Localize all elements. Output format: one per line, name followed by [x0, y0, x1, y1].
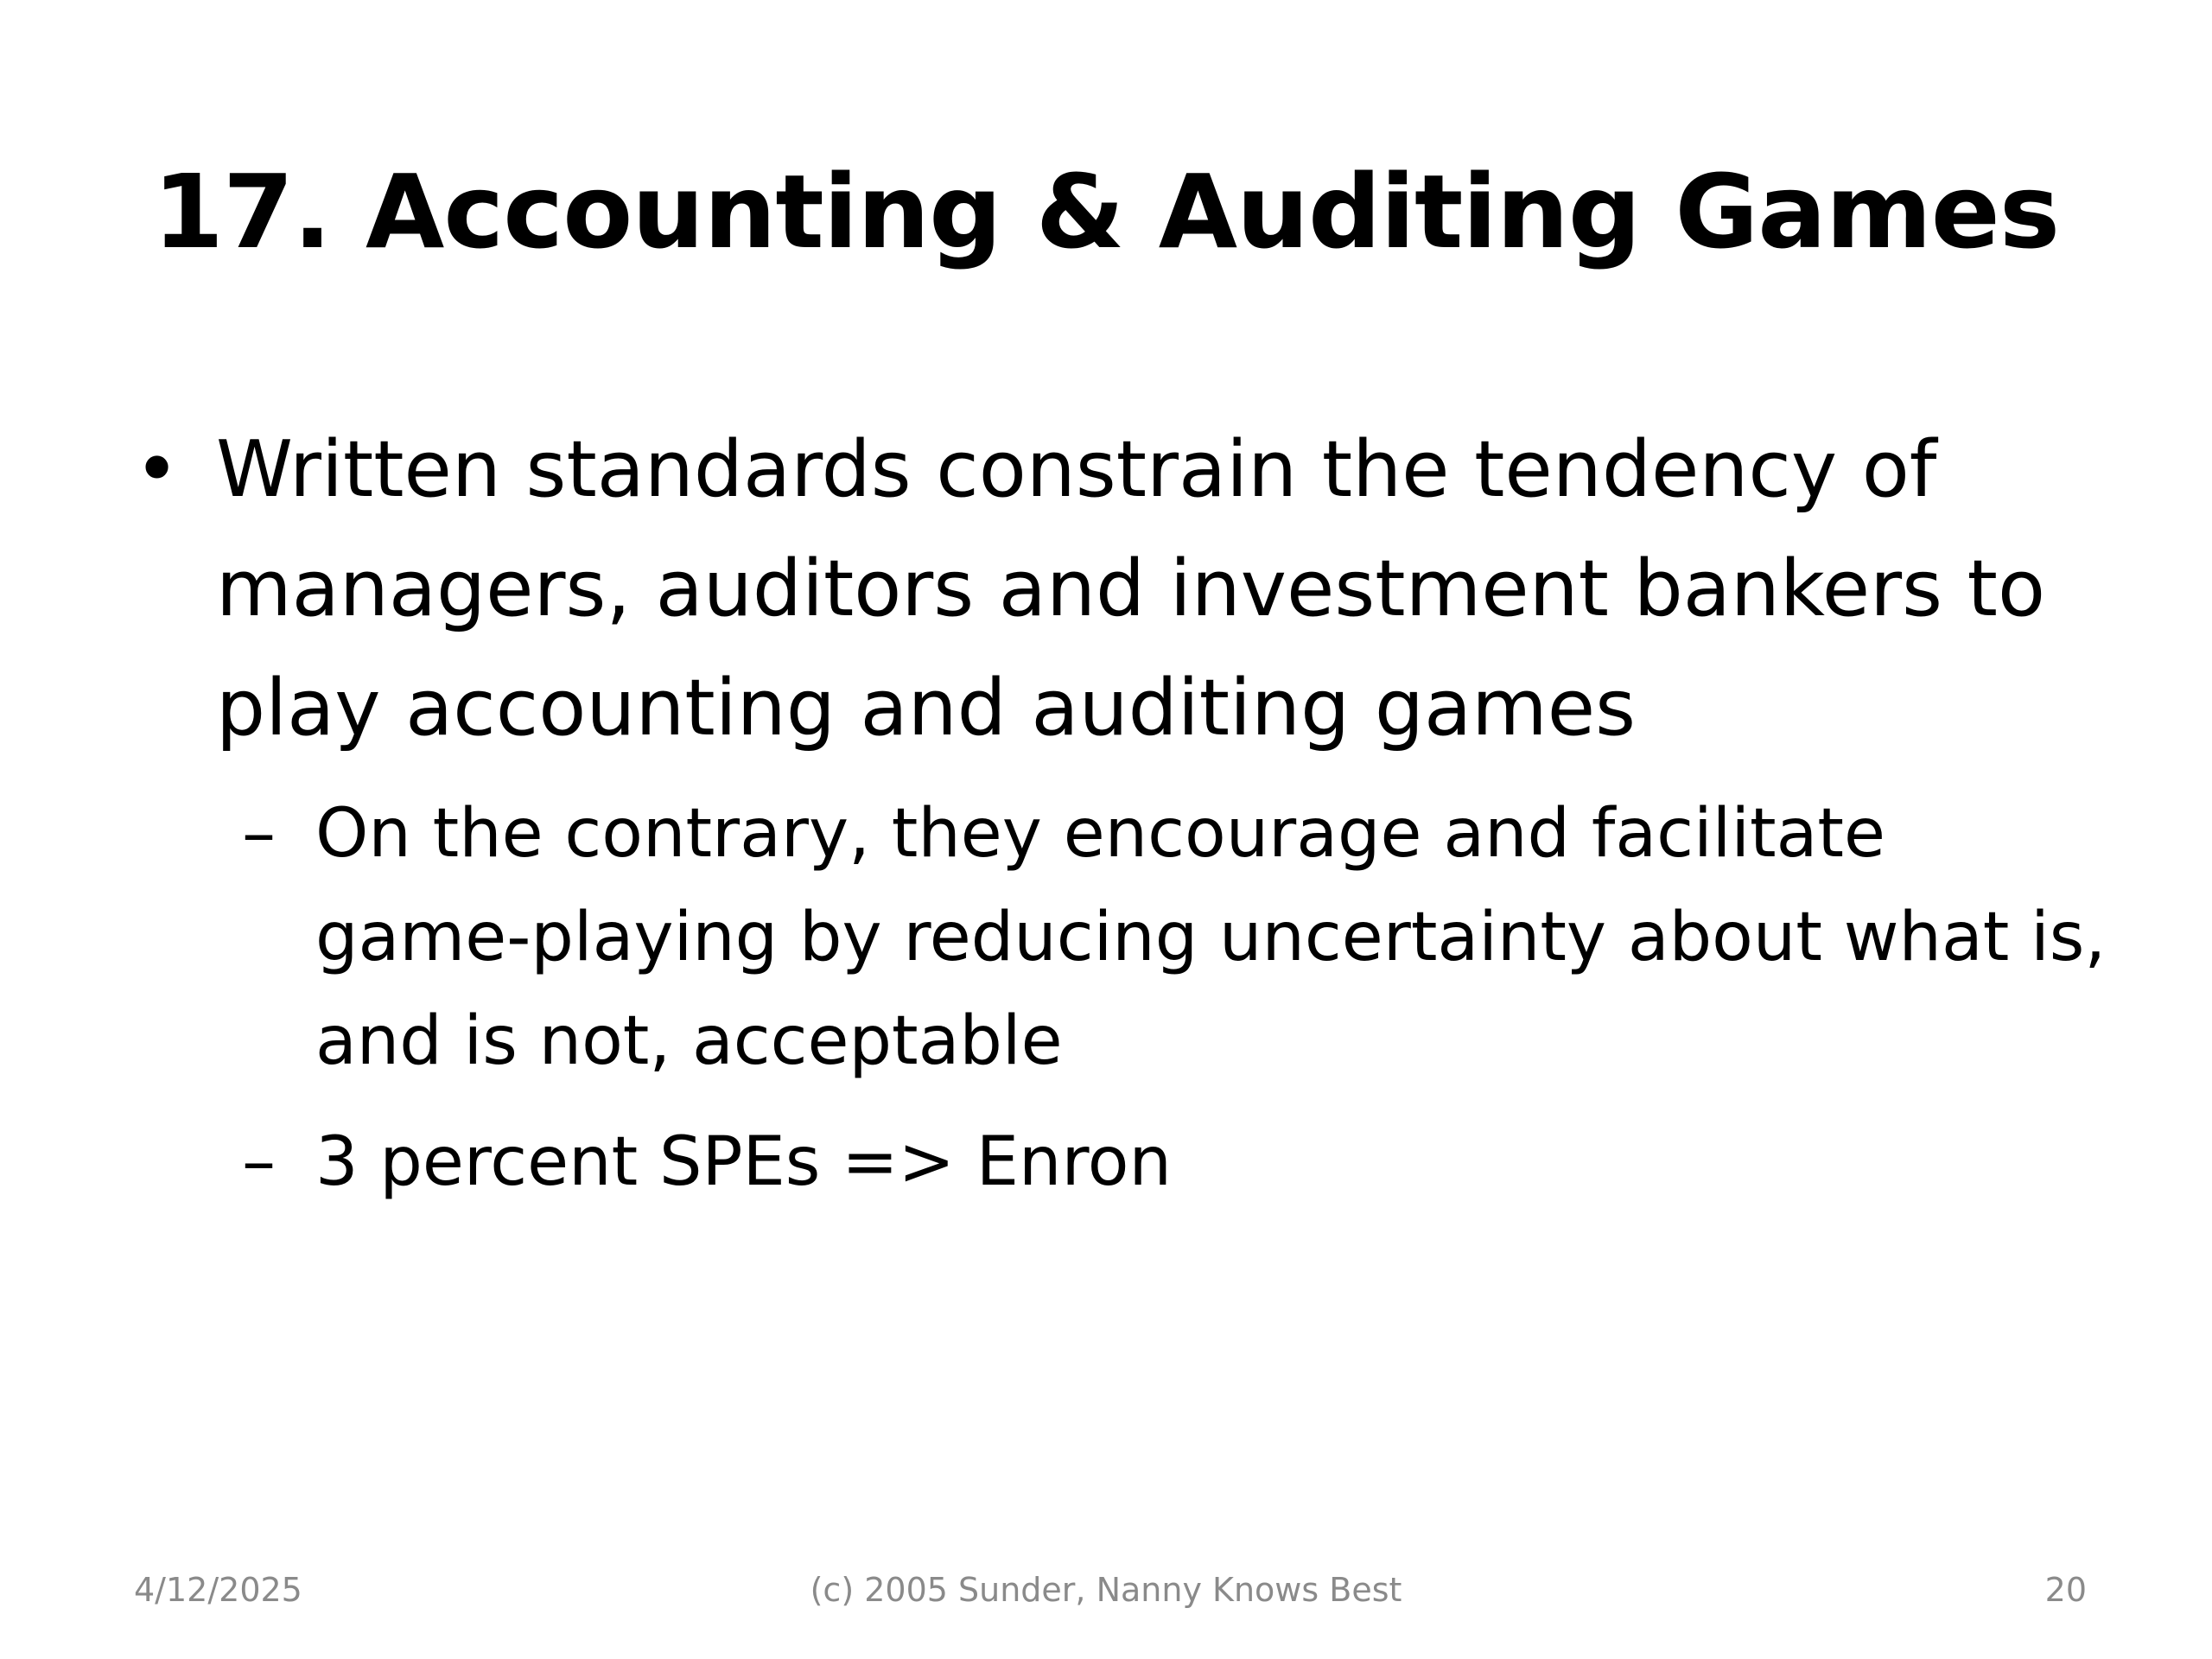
sub-bullet-marker: –: [242, 1123, 276, 1201]
sub-bullet-text: 3 percent SPEs => Enron: [315, 1123, 1172, 1201]
footer-date: 4/12/2025: [134, 1571, 302, 1609]
slide-title: 17. Accounting & Auditing Games: [152, 152, 2060, 271]
bullet-marker: •: [134, 424, 181, 515]
bullet-text: Written standards constrain the tendency of managers, auditors and investment bankers to play accounting and auditing games: [216, 424, 2046, 753]
sub-bullet-text: On the contrary, they encourage and facilitate game-playing by reducing uncertainty about what is, and is not, acceptable: [315, 795, 2107, 1080]
footer-page-number: 20: [2044, 1571, 2087, 1609]
sub-bullet-marker: –: [242, 795, 276, 873]
footer-copyright: (c) 2005 Sunder, Nanny Knows Best: [810, 1571, 1402, 1609]
